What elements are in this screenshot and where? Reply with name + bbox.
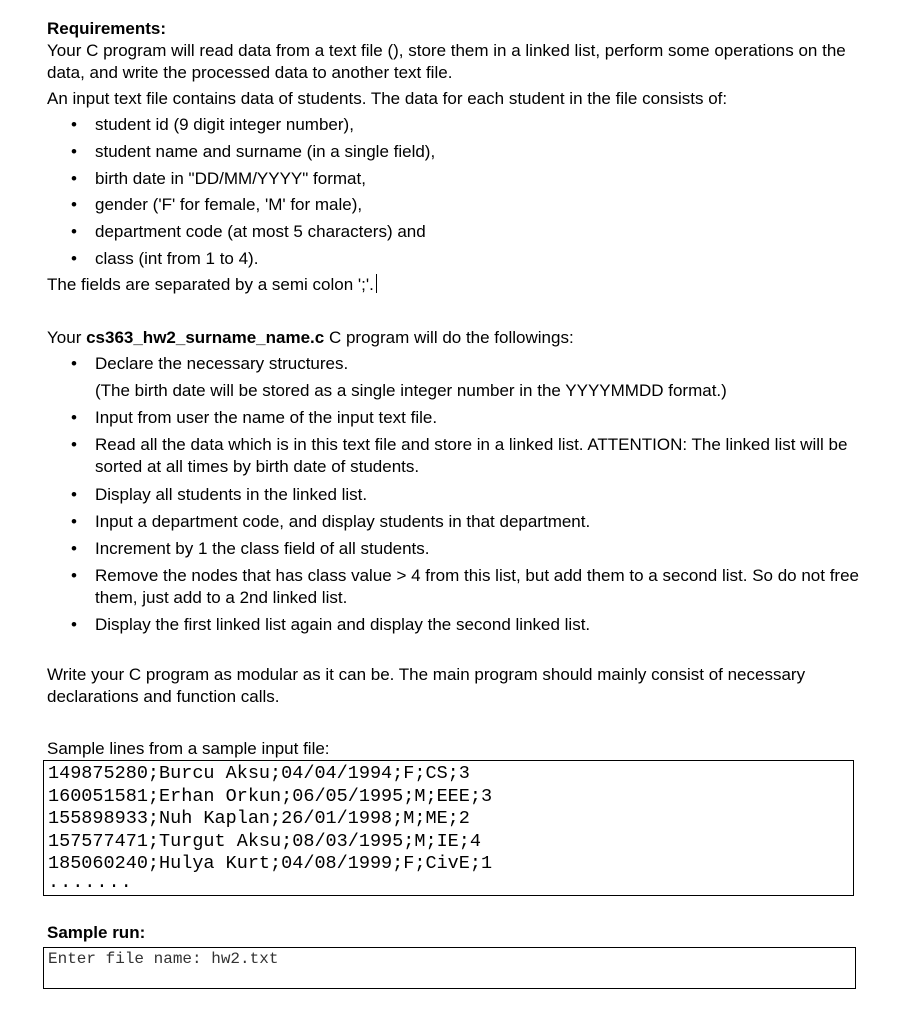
list-item: • birth date in "DD/MM/YYYY" format, [47,168,869,190]
sample-line: 155898933;Nuh Kaplan;26/01/1998;M;ME;2 [48,808,470,830]
sample-line: 185060240;Hulya Kurt;04/08/1999;F;CivE;1 [48,853,493,875]
modular-note: Write your C program as modular as it can be. The main program should mainly consist of necessary declarations and function calls. [47,665,806,707]
list-item: • Input from user the name of the input text file. [47,407,869,429]
list-item: • class (int from 1 to 4). [47,248,869,270]
program-steps-list [47,353,869,636]
list-item: • Increment by 1 the class field of all students. [47,538,869,560]
sample-input-label: Sample lines from a sample input file: [47,739,330,759]
list-item: • Declare the necessary structures. (The birth date will be stored as a single integer number in the YYYYMMDD format.) [47,353,869,402]
list-item: • Display all students in the linked list. [47,484,869,506]
list-item: • department code (at most 5 characters) and [47,221,869,243]
sample-line: 149875280;Burcu Aksu;04/04/1994;F;CS;3 [48,763,470,785]
program-filename: cs363_hw2_surname_name.c [86,327,325,347]
student-fields-list [47,114,869,270]
sample-input-box [43,760,854,896]
list-item: • Input a department code, and display students in that department. [47,511,869,533]
requirements-heading: Requirements: [47,19,167,38]
list-item: • Display the first linked list again and display the second linked list. [47,614,869,636]
assignment-document [47,18,869,989]
separator-note: The fields are separated by a semi colon ';'. [47,274,869,296]
sample-ellipsis: ....... [48,871,133,893]
list-item: • student id (9 digit integer number), [47,114,869,136]
requirements-intro: Your C program will read data from a text file (), store them in a linked list, perform some operations on the data, and write the processed data to another text file. [47,41,846,82]
list-item: • Remove the nodes that has class value > 4 from this list, but add them to a second list. So do not free them, just add to a 2nd linked list. [47,565,869,609]
list-item: • Read all the data which is in this text file and store in a linked list. ATTENTION: The linked list will be sorted at all times by birth date of students. [47,434,869,478]
sample-line: 160051581;Erhan Orkun;06/05/1995;M;EEE;3 [48,785,493,807]
data-description: An input text file contains data of students. The data for each student in the file consists of: [47,89,728,108]
list-item: • gender ('F' for female, 'M' for male), [47,194,869,216]
list-item-note: (The birth date will be stored as a single integer number in the YYYYMMDD format.) [95,380,727,400]
program-intro: Your cs363_hw2_surname_name.c C program will do the followings: [47,327,574,347]
sample-run-box [43,947,856,989]
sample-line: 157577471;Turgut Aksu;08/03/1995;M;IE;4 [48,830,481,852]
text-cursor [376,274,377,293]
sample-run-heading: Sample run: [47,923,146,943]
list-item: • student name and surname (in a single field), [47,141,869,163]
sample-run-line: Enter file name: hw2.txt [48,950,279,969]
